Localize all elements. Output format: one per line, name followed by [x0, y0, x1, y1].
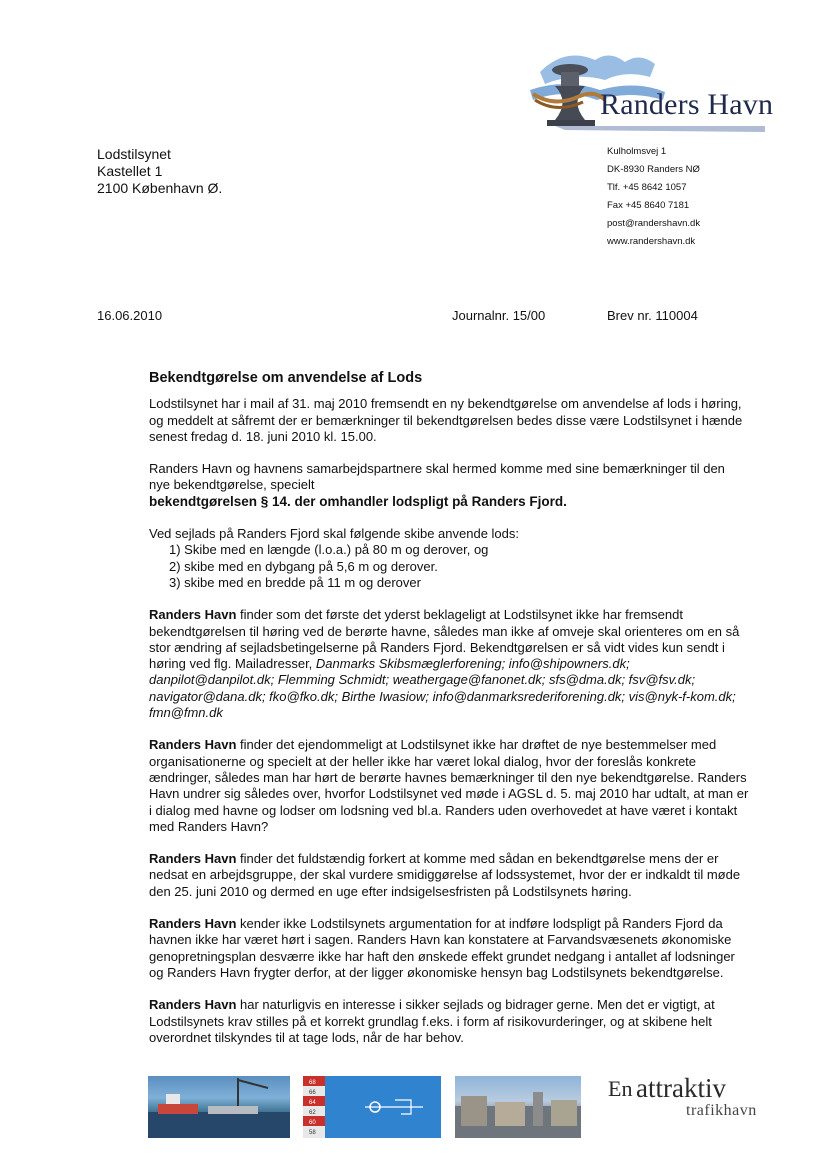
- scale-mark: 58: [309, 1130, 316, 1136]
- sender-email: post@randershavn.dk: [607, 218, 701, 229]
- scale-mark: 60: [309, 1120, 316, 1126]
- pilot-requirements-list: [149, 542, 749, 591]
- logo-wordmark: Randers Havn: [600, 88, 774, 121]
- paragraph-lead: Randers Havn: [149, 997, 237, 1013]
- paragraph-6-text: finder det fuldstændig forkert at komme med sådan en bekendtgørelse mens der er nedsat en arbejdsgruppe, der skal vurdere smidiggørelse af lodssystemet, hvor der er indkaldt til møde den 25. juni 2010 og dermed en uge efter indsigelsesfristen på Lodstilsynets høring.: [149, 851, 741, 899]
- scale-mark: 62: [309, 1110, 316, 1116]
- list-item: 2) skibe med en dybgang på 5,6 m og derover.: [169, 558, 438, 574]
- list-item: 1) Skibe med en længde (l.o.a.) på 80 m og derover, og: [169, 542, 489, 558]
- sender-web: www.randershavn.dk: [607, 236, 696, 247]
- harbor-warehouse-photo: [455, 1076, 581, 1138]
- paragraph-1: Lodstilsynet har i mail af 31. maj 2010 fremsendt en ny bekendtgørelse om anvendelse af lods i høring, og meddelt at såfremt der er bemærkninger til bekendtgørelsen bedes disse være Lodstilsynet i hænde senest fredag d. 18. juni 2010 kl. 15.00.: [149, 396, 743, 444]
- paragraph-8: [149, 997, 749, 1046]
- sender-address: [607, 143, 700, 251]
- paragraph-3-intro: Ved sejlads på Randers Fjord skal følgende skibe anvende lods:: [149, 526, 519, 542]
- paragraph-8-text: har naturligvis en interesse i sikker sejlads og bidrager gerne. Men det er vigtigt, at Lodstilsynets krav stilles på et korrekt grundlag f.eks. i form af risikovurderinger, og at skibene helt overordnet tilskyndes til at tage lods, når de har behov.: [149, 997, 715, 1045]
- paragraph-lead: Randers Havn: [149, 851, 237, 867]
- sender-street: Kulholmsvej 1: [607, 146, 667, 157]
- scale-mark: 64: [309, 1100, 316, 1106]
- letter-title: Bekendtgørelse om anvendelse af Lods: [149, 370, 423, 386]
- slogan-word-2: attraktiv: [636, 1073, 726, 1103]
- paragraph-lead: Randers Havn: [149, 607, 237, 623]
- letter-date: 16.06.2010: [97, 308, 163, 323]
- paragraph-lead: Randers Havn: [149, 737, 237, 753]
- paragraph-6: [149, 851, 749, 900]
- water-level-scale-graphic: [303, 1076, 441, 1138]
- letter-body: [149, 370, 749, 1062]
- paragraph-7-text: kender ikke Lodstilsynets argumentation for at indføre lodspligt på Randers Fjord da havnen ikke har været hørt i sagen. Randers Havn kan konstatere at Farvandsvæsenets økonomiske genopretningsplan desværre ikke har haft den ønskede effekt grundet nedgang i antallet af lodsninger og Randers Havn frygter derfor, at der ligger økonomiske hensyn bag Lodstilsynets bekendtgørelse.: [149, 916, 735, 980]
- paragraph-5-text: finder det ejendommeligt at Lodstilsynet ikke har drøftet de nye bestemmelser med organisationerne og specielt at der heller ikke har været lokal dialog, hvor der foreslås konkrete ændringer, således man har hørt de berørte havnes bemærkninger til den nye bekendtgørelse. Randers Havn undrer sig således over, hvorfor Lodstilsynet ved møde i AGSL d. 5. maj 2010 har udtalt, at man er i dialog med havne og lodser om lodsning ved bl.a. Randers uden overhovedet at have været i kontakt med Randers Havn?: [149, 737, 749, 834]
- recipient-street: Kastellet 1: [97, 163, 163, 179]
- sender-phone: Tlf. +45 8642 1057: [607, 182, 687, 193]
- recipient-name: Lodstilsynet: [97, 146, 171, 162]
- harbor-ships-photo: [148, 1076, 290, 1138]
- paragraph-lead: Randers Havn: [149, 916, 237, 932]
- paragraph-2-text: Randers Havn og havnens samarbejdspartnere skal hermed komme med sine bemærkninger til den nye bekendtgørelse, specielt: [149, 461, 725, 493]
- list-item: 3) skibe med en bredde på 11 m og derover: [169, 574, 421, 590]
- letter-number: Brev nr. 110004: [607, 308, 698, 323]
- paragraph-7: [149, 916, 749, 981]
- recipient-address: [97, 146, 222, 197]
- mail-address-list: Danmarks Skibsmæglerforening; info@shipowners.dk; danpilot@danpilot.dk; Flemming Schmidt; weathergage@fanonet.dk; sfs@dma.dk; fsv@fsv.dk; navigator@dana.dk; fko@fko.dk; Birthe Iwasiow; info@danmarksrederiforening.dk; vis@nyk-f-kom.dk; fmn@fmn.dk: [149, 656, 736, 721]
- slogan-word-3: trafikhavn: [686, 1102, 757, 1119]
- paragraph-2-bold: bekendtgørelsen § 14. der omhandler lodspligt på Randers Fjord.: [149, 493, 567, 509]
- scale-mark: 68: [309, 1080, 316, 1086]
- journal-number: Journalnr. 15/00: [452, 308, 546, 323]
- scale-mark: 66: [309, 1090, 316, 1096]
- slogan-word-1: En: [608, 1076, 633, 1101]
- recipient-city: 2100 København Ø.: [97, 180, 223, 196]
- sender-fax: Fax +45 8640 7181: [607, 200, 690, 211]
- paragraph-2: [149, 461, 749, 510]
- paragraph-4: [149, 607, 749, 721]
- paragraph-3: [149, 526, 749, 542]
- paragraph-4-text: finder som det første det yderst beklageligt at Lodstilsynet ikke har fremsendt bekendtgørelsen til høring ved de berørte havne, således man ikke af omveje skal orienteres om en så stor ændring af sejladsbetingelserne på Randers Fjord. Bekendtgørelsen er så vidt vides kun sendt i høring ved flg. Mailadresser,: [149, 607, 740, 672]
- sender-city: DK-8930 Randers NØ: [607, 164, 700, 175]
- paragraph-5: [149, 737, 749, 835]
